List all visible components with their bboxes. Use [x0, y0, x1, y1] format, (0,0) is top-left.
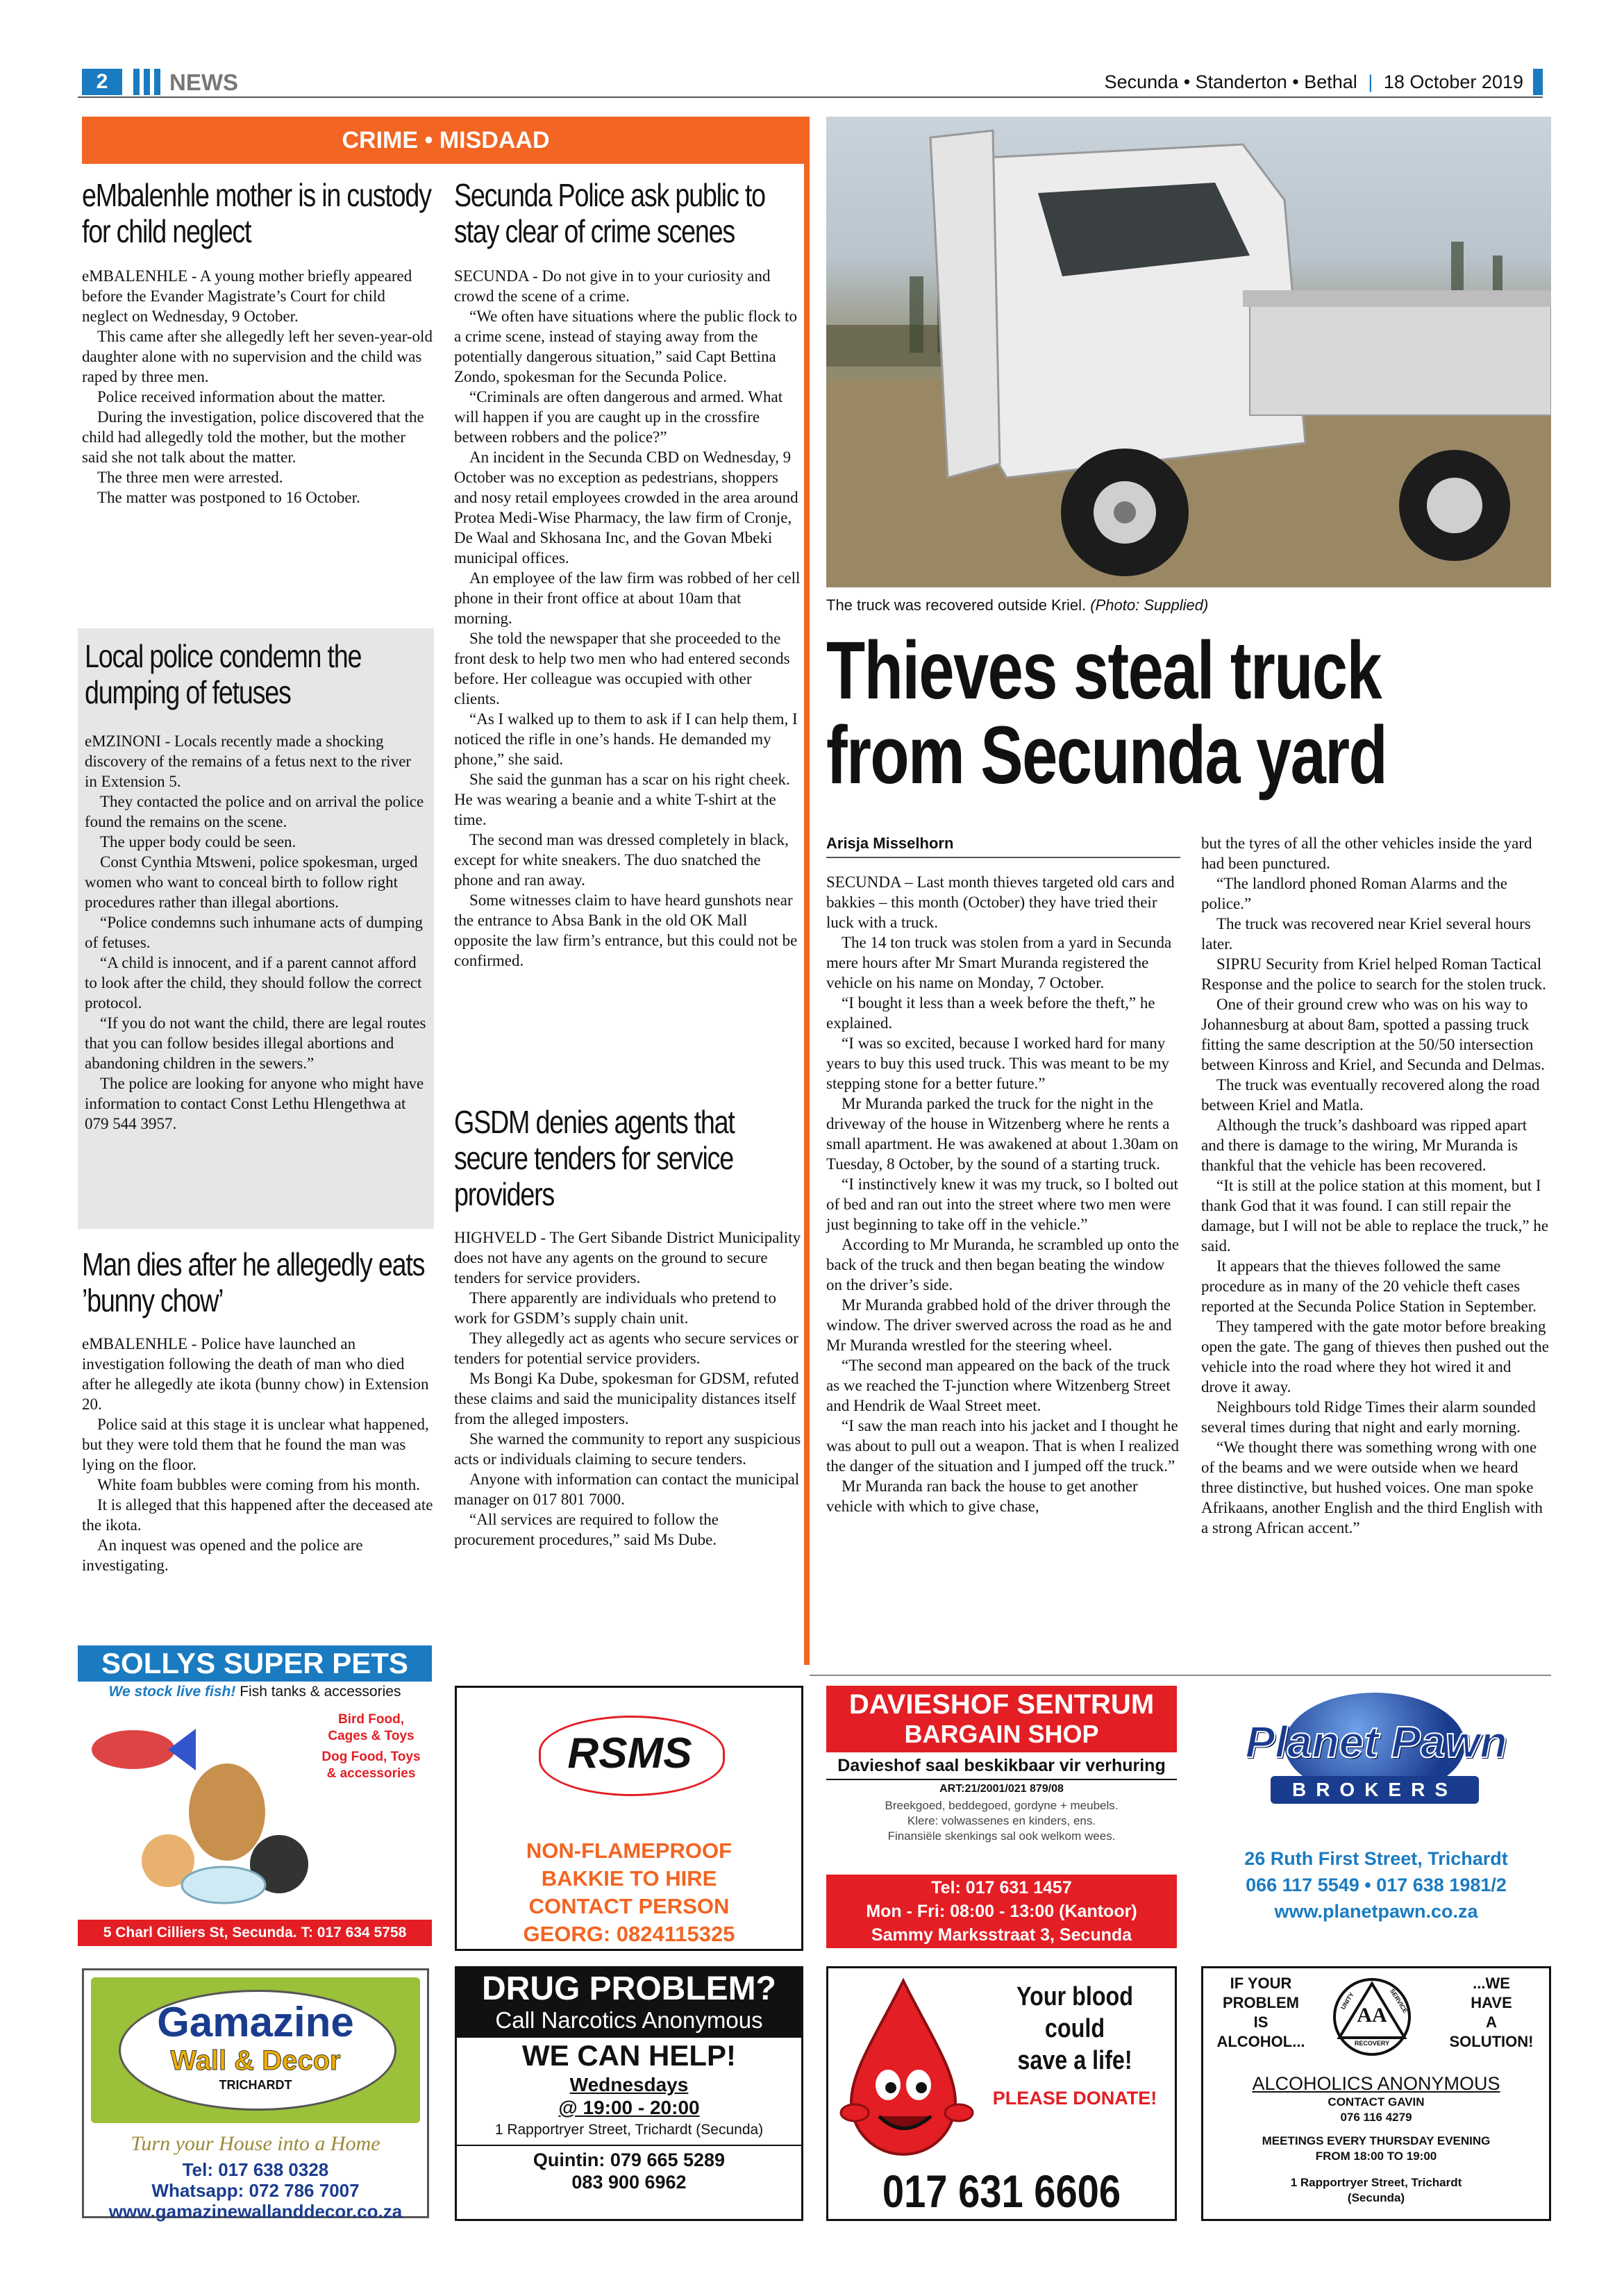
planet-pawn-logo-text: Planet Pawn — [1245, 1717, 1507, 1767]
paragraph: eMBALENHLE - Police have launched an investigation following the death of man who died after he allegedly ate ikota (bunny chow) in Extension 20. — [82, 1335, 429, 1413]
paragraph: “All services are required to follow the procurement procedures,” said Ms Dube. — [454, 1511, 719, 1548]
na-day: Wednesdays — [569, 2074, 689, 2095]
article-body — [82, 266, 433, 508]
gamazine-logo-3: TRICHARDT — [219, 2078, 292, 2092]
section-marker-bar — [133, 69, 140, 95]
paragraph: “I was so excited, because I worked hard for many years to buy this used truck. This was meant to be my stepping stone for a better future.” — [826, 1034, 1169, 1092]
paragraph: The truck was eventually recovered along the road between Kriel and Matla. — [1201, 1076, 1540, 1114]
paragraph: Mr Muranda grabbed hold of the driver through the window. The driver swerved across the road as he and Mr Muranda wrestled for the steering wheel. — [826, 1296, 1172, 1354]
planet-pawn-web: www.planetpawn.co.za — [1274, 1901, 1478, 1922]
paragraph: “The second man appeared on the back of the truck as we reached the T-junction where Witzenberg Street and Hendrik de Waal Street meet. — [826, 1357, 1171, 1414]
davieshof-tel: Tel: 017 631 1457 — [931, 1878, 1072, 1897]
aa-title: ALCOHOLICS ANONYMOUS — [1252, 2073, 1500, 2094]
blood-phone: 017 631 6606 — [882, 2165, 1121, 2217]
blood-line: save a life! — [1017, 2046, 1132, 2075]
aa-address-1: 1 Rapportryer Street, Trichardt — [1290, 2176, 1462, 2189]
truck-column-1 — [826, 872, 1180, 1516]
aa-meetings-1: MEETINGS EVERY THURSDAY EVENING — [1262, 2134, 1491, 2147]
page-header — [78, 66, 1543, 97]
truck-byline: Arisja Misselhorn — [826, 833, 1180, 858]
gamazine-tel: Tel: 017 638 0328 — [182, 2159, 329, 2180]
paragraph: Although the truck’s dashboard was ripped apart and there is damage to the wiring, Mr Muranda is thankful that the vehicle has been recovered. — [1201, 1116, 1527, 1174]
aa-right-line: ...WE — [1473, 1975, 1510, 1992]
sollys-tagline — [78, 1682, 432, 1702]
paragraph: She warned the community to report any suspicious acts or individuals claiming to secure tenders. — [454, 1430, 801, 1468]
planet-pawn-address: 26 Ruth First Street, Trichardt — [1244, 1848, 1508, 1869]
na-address: 1 Rapportryer Street, Trichardt (Secunda) — [494, 2122, 764, 2138]
ad-rsms — [455, 1686, 803, 1951]
ad-blood-donation — [826, 1966, 1177, 2221]
davieshof-title-2: BARGAIN SHOP — [904, 1720, 1099, 1748]
paragraph: The 14 ton truck was stolen from a yard in Secunda mere hours after Mr Smart Muranda registered the vehicle on his name on Monday, 7 October. — [826, 934, 1172, 991]
page-number-box — [82, 69, 122, 95]
rsms-line: CONTACT PERSON — [528, 1894, 730, 1918]
paragraph: The upper body could be seen. — [100, 833, 296, 850]
article-body — [454, 266, 801, 971]
ad-davieshof — [826, 1686, 1177, 1951]
sollys-title: SOLLYS SUPER PETS — [78, 1645, 432, 1682]
gamazine-web: www.gamazinewallanddecor.co.za — [108, 2201, 403, 2222]
aa-left-line: IS — [1253, 2013, 1269, 2031]
davieshof-info-line: Klere: volwassenes en kinders, ens. — [907, 1814, 1096, 1827]
rsms-lines — [457, 1837, 801, 1948]
paragraph: “A child is innocent, and if a parent cannot afford to look after the child, they should follow the correct protocol. — [85, 954, 422, 1012]
paragraph: Anyone with information can contact the municipal manager on 017 801 7000. — [454, 1470, 800, 1508]
article-gsdm — [454, 1104, 801, 1550]
na-time: @ 19:00 - 20:00 — [558, 2097, 700, 2118]
sollys-item: Cages & Toys — [328, 1729, 415, 1743]
gamazine-slogan: Turn your House into a Home — [131, 2132, 380, 2155]
truck-photo-caption — [826, 596, 1208, 615]
truck-illustration — [826, 117, 1551, 587]
paragraph: She told the newspaper that she proceeded to the front desk to help two men who had entered seconds before. Her colleague was occupied with other clients. — [454, 630, 790, 707]
paragraph: SECUNDA - Do not give in to your curiosity and crowd the scene of a crime. — [454, 267, 771, 305]
article-embalenhle-mother — [82, 177, 433, 508]
paragraph: SIPRU Security from Kriel helped Roman Tactical Response and the police to search for the stolen truck. — [1201, 955, 1546, 993]
rsms-line: NON-FLAMEPROOF — [526, 1838, 733, 1863]
aa-right-line: A — [1486, 2013, 1497, 2031]
paragraph: It is alleged that this happened after the deceased ate the ikota. — [82, 1496, 433, 1534]
paragraph: Ms Bongi Ka Dube, spokesman for GDSM, refuted these claims and said the municipality distances itself from the alleged imposters. — [454, 1370, 799, 1427]
rsms-line: BAKKIE TO HIRE — [541, 1866, 717, 1891]
aa-meetings-2: FROM 18:00 TO 19:00 — [1315, 2150, 1437, 2163]
paragraph: One of their ground crew who was on his way to Johannesburg at about 8am, spotted a passing truck fitting the same description at the 50/50 intersection between Kinross and Kriel, and Secunda and Delmas. — [1201, 996, 1545, 1073]
article-headline: GSDM denies agents that secure tenders for service providers — [454, 1104, 735, 1212]
page-number: 2 — [96, 70, 108, 93]
caption-credit: (Photo: Supplied) — [1090, 596, 1209, 614]
ad-gamazine — [82, 1968, 429, 2222]
sollys-item: Dog Food, Toys — [321, 1750, 421, 1764]
paragraph: “It is still at the police station at this moment, but I thank God that it was found. I can still repair the damage, but I will not be able to replace the truck,” he said. — [1201, 1177, 1549, 1255]
ad-narcotics-anonymous — [455, 1966, 803, 2221]
sollys-address: 5 Charl Cilliers St, Secunda. T: 017 634 5758 — [78, 1920, 432, 1946]
davieshof-address: Sammy Marksstraat 3, Secunda — [871, 1925, 1132, 1945]
article-body — [454, 1227, 801, 1550]
header-date: 18 October 2019 — [1383, 72, 1523, 92]
paragraph: They allegedly act as agents who secure services or tenders for potential service providers. — [454, 1330, 798, 1367]
davieshof-art: ART:21/2001/021 879/08 — [826, 1779, 1177, 1798]
na-header — [457, 1968, 801, 2038]
na-contact-1: Quintin: 079 665 5289 — [533, 2150, 726, 2170]
section-marker-bar — [154, 69, 160, 95]
paragraph: During the investigation, police discovered that the child had allegedly told the mother, but the mother said she not talk about the matter. — [82, 408, 424, 466]
paragraph: Neighbours told Ridge Times their alarm sounded several times during that night and early morning. — [1201, 1398, 1536, 1436]
paragraph: The second man was dressed completely in black, except for white sneakers. The duo snatched the phone and ran away. — [454, 831, 789, 889]
paragraph: She said the gunman has a scar on his right cheek. He was wearing a beanie and a white T-shirt at the time. — [454, 771, 790, 828]
paragraph: According to Mr Muranda, he scrambled up onto the back of the truck and then began beating the window on the driver’s side. — [826, 1236, 1180, 1293]
aa-contact: CONTACT GAVIN — [1328, 2095, 1425, 2109]
paragraph: “I bought it less than a week before the theft,” he explained. — [826, 994, 1155, 1032]
article-headline: Man dies after he allegedly eats ’bunny chow’ — [82, 1246, 425, 1318]
planet-pawn-brokers: BROKERS — [1271, 1776, 1479, 1804]
truck-headline-text: Thieves steal truck from Secunda yard — [826, 625, 1387, 801]
paragraph: White foam bubbles were coming from his month. — [97, 1476, 421, 1493]
aa-left-text — [1209, 1974, 1313, 2052]
crime-sidebar-rule — [804, 117, 810, 1665]
header-dateline: Secunda • Standerton • Bethal | 18 October 2019 — [1104, 72, 1523, 92]
blood-donate: PLEASE DONATE! — [992, 2088, 1157, 2109]
paragraph: The matter was postponed to 16 October. — [97, 489, 360, 506]
pets-image — [85, 1708, 321, 1909]
na-contact-2: 083 900 6962 — [571, 2172, 687, 2193]
gamazine-logo-2: Wall & Decor — [170, 2045, 341, 2076]
planet-pawn-details — [1201, 1845, 1551, 1925]
truck-photo — [826, 117, 1551, 587]
paragraph: “Criminals are often dangerous and armed. What will happen if you are caught up in the crossfire between robbers and the police?” — [454, 388, 783, 446]
gamazine-logo-1: Gamazine — [157, 1999, 354, 2045]
davieshof-info-line: Finansiële skenkings sal ook welkom wees. — [887, 1829, 1116, 1843]
rsms-line: GEORG: 0824115325 — [523, 1922, 735, 1946]
header-end-bar — [1533, 69, 1543, 95]
article-headline: Local police condemn the dumping of fetuses — [85, 638, 362, 710]
paragraph: Mr Muranda parked the truck for the night in the driveway of the house in Witzenberg where he rents a small apartment. He was awakened at about 1.30am on Tuesday, 8 October, by the sound of a starting truck. — [826, 1095, 1179, 1173]
paragraph: The three men were arrested. — [97, 469, 283, 486]
aa-address-2: (Secunda) — [1347, 2191, 1405, 2204]
aa-left-line: PROBLEM — [1223, 1994, 1299, 2011]
truck-column-2 — [1201, 833, 1551, 1538]
aa-left-line: ALCOHOL... — [1216, 2033, 1305, 2050]
davieshof-subtitle: Davieshof saal beskikbaar vir verhuring — [837, 1756, 1166, 1775]
sollys-items — [314, 1711, 428, 1782]
na-body — [457, 2038, 801, 2193]
blood-message — [992, 1981, 1157, 2077]
caption-text: The truck was recovered outside Kriel. — [826, 596, 1087, 614]
paragraph: This came after she allegedly left her seven-year-old daughter alone with no supervision and the child was raped by three men. — [82, 328, 433, 385]
paragraph: The police are looking for anyone who might have information to contact Const Lethu Hlengethwa at 079 544 3957. — [85, 1075, 424, 1132]
davieshof-header — [826, 1686, 1177, 1752]
aa-right-text — [1439, 1974, 1543, 2052]
aa-right-line: SOLUTION! — [1449, 2033, 1534, 2050]
davieshof-footer — [826, 1875, 1177, 1948]
paragraph: They tampered with the gate motor before breaking open the gate. The gang of thieves then pushed out the vehicle into the road where they hot wired it and drove it away. — [1201, 1318, 1549, 1396]
sollys-item: & accessories — [326, 1766, 416, 1781]
truck-headline — [826, 625, 1551, 801]
aa-logo-letters: AA — [1357, 2004, 1387, 2027]
paragraph: “Police condemns such inhumane acts of dumping of fetuses. — [85, 914, 424, 951]
paragraph: They contacted the police and on arrival the police found the remains on the scene. — [85, 793, 424, 830]
paragraph: HIGHVELD - The Gert Sibande District Municipality does not have any agents on the ground to secure tenders for service providers. — [454, 1229, 801, 1287]
davieshof-info — [826, 1798, 1177, 1844]
paragraph: but the tyres of all the other vehicles inside the yard had been punctured. — [1201, 835, 1532, 872]
paragraph: Some witnesses claim to have heard gunshots near the entrance to Absa Bank in the old OK Mall opposite the law firm’s entrance, but this could not be confirmed. — [454, 891, 798, 969]
paragraph: Mr Muranda ran back the house to get another vehicle with which to give chase, — [826, 1477, 1138, 1515]
na-help: WE CAN HELP! — [522, 2039, 736, 2072]
paragraph: Police received information about the matter. — [97, 388, 386, 405]
ad-sollys-super-pets — [78, 1645, 432, 1951]
na-title: DRUG PROBLEM? — [482, 1970, 776, 2007]
article-body — [85, 731, 427, 1134]
davieshof-hours: Mon - Fri: 08:00 - 13:00 (Kantoor) — [866, 1902, 1137, 1921]
paragraph: Const Cynthia Mtsweni, police spokesman, urged women who want to conceal birth to follow right procedures rather than illegal abortions. — [85, 853, 418, 911]
aa-logo — [1327, 1974, 1417, 2057]
article-bunny-chow — [82, 1246, 433, 1575]
paragraph: “As I walked up to them to ask if I can help them, I noticed the rifle in one’s hands. He demanded my phone,” she said. — [454, 710, 798, 768]
paragraph: eMZINONI - Locals recently made a shocking discovery of the remains of a fetus next to the river in Extension 5. — [85, 732, 412, 790]
aa-logo-service: SERVICE — [1389, 1987, 1409, 2015]
crime-banner-text: CRIME • MISDAAD — [342, 127, 550, 153]
sollys-tagline-rest: Fish tanks & accessories — [240, 1684, 401, 1700]
gamazine-whatsapp: Whatsapp: 072 786 7007 — [151, 2180, 360, 2201]
paragraph: eMBALENHLE - A young mother briefly appeared before the Evander Magistrate’s Court for child neglect on Wednesday, 9 October. — [82, 267, 412, 325]
paragraph: An inquest was opened and the police are investigating. — [82, 1536, 363, 1574]
crime-banner — [82, 117, 810, 164]
davieshof-title-1: DAVIESHOF SENTRUM — [848, 1689, 1155, 1720]
paragraph: “We often have situations where the public flock to a crime scene, instead of staying away from the potentially dangerous situation,” said Capt Bettina Zondo, spokesman for the Secunda Police. — [454, 308, 798, 385]
paragraph: The truck was recovered near Kriel several hours later. — [1201, 915, 1531, 953]
section-label: NEWS — [169, 69, 238, 95]
header-rule — [78, 97, 1543, 98]
blood-line: Your blood — [1016, 1982, 1134, 2011]
paragraph: SECUNDA – Last month thieves targeted old cars and bakkies – this month (October) they have tried their luck with a truck. — [826, 873, 1175, 931]
header-locations: Secunda • Standerton • Bethal — [1104, 72, 1357, 92]
paragraph: There apparently are individuals who pretend to work for GSDM’s supply chain unit. — [454, 1289, 776, 1327]
article-headline: eMbalenhle mother is in custody for child neglect — [82, 177, 431, 249]
planet-pawn-phones: 066 117 5549 • 017 638 1981/2 — [1246, 1875, 1507, 1895]
article-fetuses — [78, 628, 434, 1229]
paragraph: An incident in the Secunda CBD on Wednesday, 9 October was no exception as pedestrians, shoppers and nosy retail employees crowded in the area around Protea Medi-Wise Pharmacy, the law firm of Cronje, De Waal and Skhosana Inc, and the Govan Mbeki municipal offices. — [454, 449, 798, 567]
aa-logo-unity: UNITY — [1339, 1991, 1355, 2011]
sollys-tagline-italic: We stock live fish! — [108, 1684, 236, 1700]
blood-line: could — [1044, 2014, 1105, 2043]
ad-alcoholics-anonymous — [1201, 1966, 1551, 2221]
article-crime-scenes — [454, 177, 801, 971]
blood-drop-mascot — [834, 1974, 980, 2161]
aa-phone: 076 116 4279 — [1340, 2111, 1412, 2124]
article-headline: Secunda Police ask public to stay clear of crime scenes — [454, 177, 765, 249]
gamazine-contacts — [84, 2159, 427, 2222]
section-marker-bar — [144, 69, 150, 95]
davieshof-info-line: Breekgoed, beddegoed, gordyne + meubels. — [885, 1799, 1119, 1812]
aa-right-line: HAVE — [1471, 1994, 1512, 2011]
pets-illustration — [85, 1708, 321, 1909]
paragraph: “The landlord phoned Roman Alarms and the police.” — [1201, 875, 1508, 912]
aa-details — [1203, 2072, 1549, 2206]
aa-logo-recovery: RECOVERY — [1354, 2040, 1390, 2047]
paragraph: “I instinctively knew it was my truck, so I bolted out of bed and ran out into the street where two men were just beginning to take off in the vehicle.” — [826, 1175, 1178, 1233]
aa-left-line: IF YOUR — [1230, 1975, 1292, 1992]
paragraph: “I saw the man reach into his jacket and I thought he was about to pull out a weapon. That is when I realized the danger of the situation and I jumped off the truck.” — [826, 1417, 1179, 1475]
article-body — [82, 1334, 433, 1575]
paragraph: Police said at this stage it is unclear what happened, but they were told them that he found the man was lying on the floor. — [82, 1416, 429, 1473]
sollys-item: Bird Food, — [338, 1712, 404, 1727]
ads-top-rule — [810, 1675, 1551, 1676]
paragraph: “We thought there was something wrong with one of the beams and we were outside when we heard three distinctive, but hushed voices. One man spoke Afrikaans, another English and the third English with a strong African accent.” — [1201, 1439, 1543, 1536]
paragraph: An employee of the law firm was robbed of her cell phone in their front office at about 10am that morning. — [454, 569, 801, 627]
paragraph: “If you do not want the child, there are legal routes that you can follow besides illegal abortions and abandoning children in the sewers.” — [85, 1014, 426, 1072]
na-subtitle: Call Narcotics Anonymous — [495, 2007, 763, 2033]
rsms-logo-text: RSMS — [567, 1729, 692, 1777]
ad-planet-pawn — [1201, 1686, 1551, 1951]
paragraph: It appears that the thieves followed the same procedure as in many of the 20 vehicle theft cases reported at the Secunda Police Station in September. — [1201, 1257, 1537, 1315]
